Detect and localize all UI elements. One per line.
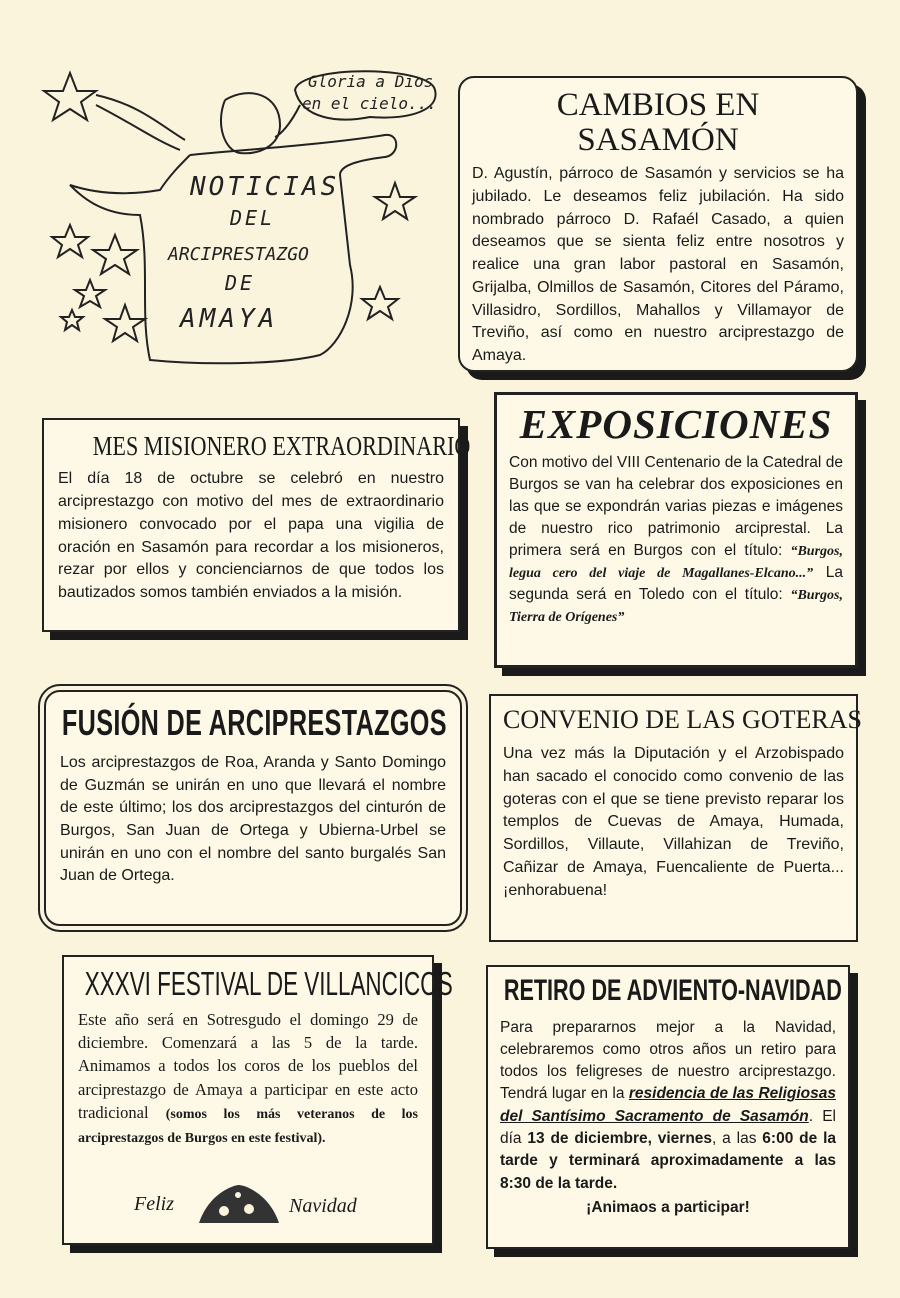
retiro-date: 13 de diciembre, viernes — [527, 1130, 713, 1148]
cambios-body: D. Agustín, párroco de Sasamón y servicios se ha jubilado. Le deseamos feliz jubilación. Ha sido nombrado párroco D. Rafaél Casado, a quien deseamos que se sienta feliz entre nosotros y realice una gran labor pastoral en Sasamón, Grijalba, Olmillos de Sasamón, Citores del Páramo, Villasidro, Sordillos, Mahallos y Villamayor de Treviño, así como en nuestro arciprestazgo de Amaya. — [472, 165, 844, 365]
star-icon — [61, 310, 83, 330]
mes-misionero-body: El día 18 de octubre se celebró en nuestro arciprestazgo con motivo del mes de extraordinario misionero convocado por el papa una vigilia de oración en Sasamón para recordar a los misioneros, rezar por ellos y concienciarnos de que todos los bautizados somos también enviados a la misión. — [58, 470, 444, 601]
star-icon — [52, 225, 88, 257]
festival-body — [78, 1008, 418, 1149]
star-icon — [75, 280, 105, 307]
festival-text: Este año será en Sotresgudo el domingo 29 de diciembre. Comenzará a las 5 de la tarde. Animamos a todos los coros de los pueblos del arciprestazgo de Amaya a participar en este acto tradicional — [78, 1009, 418, 1123]
retiro-title: RETIRO DE ADVIENTO-NAVIDAD — [503, 974, 842, 1007]
banner-amaya: AMAYA — [180, 304, 279, 334]
star-icon — [362, 287, 398, 319]
bubble-text-1: Gloria a Dios — [308, 72, 434, 91]
star-icon — [375, 183, 415, 219]
exposiciones-text-2: La segunda será en Toledo con el título: — [509, 564, 843, 604]
convenio-body: Una vez más la Diputación y el Arzobispado han sacado el conocido como convenio de las goteras con el que se tiene previsto reparar los templos de Cuevas de Amaya, Humada, Sordillos, Villaute, Villahizan de Treviño, Cañizar de Amaya, Fuencaliente de Puerta... ¡enhorabuena! — [503, 745, 844, 899]
banner-del: DEL — [230, 206, 276, 230]
star-icon — [93, 235, 137, 274]
banner-de: DE — [225, 271, 256, 295]
mes-misionero-box — [42, 418, 471, 632]
fusion-body: Los arciprestazgos de Roa, Aranda y Santo Domingo de Guzmán se unirán en uno que llevará el nombre de este último; los dos arciprestazgos del cinturón de Burgos, San Juan de Ortega y Ubierna-Urbel se unirán en uno con el nombre del santo burgalés San Juan de Ortega. — [60, 753, 446, 885]
cambios-title: CAMBIOS EN SASAMÓN — [556, 87, 760, 158]
fusion-title: FUSIÓN DE ARCIPRESTAZGOS — [61, 702, 447, 743]
star-icon — [105, 305, 145, 341]
retiro-box — [486, 965, 850, 1249]
retiro-closing: ¡Animaos a participar! — [586, 1199, 750, 1216]
retiro-mid2: , a las — [712, 1130, 763, 1148]
retiro-time: 6:00 de la tarde y terminará aproximadamente a las 8:30 de la tarde. — [500, 1130, 836, 1192]
retiro-place: residencia de las Religiosas del Santísimo Sacramento de Sasamón — [500, 1085, 836, 1125]
exposiciones-box — [494, 392, 858, 668]
exposiciones-text-1: Con motivo del VIII Centenario de la Catedral de Burgos se van ha celebrar dos exposiciones en las que se expondrán varias piezas e imágenes de nuestro rico patrimonio arciprestal. La primera será en Burgos con el título: — [509, 454, 843, 560]
nativity-icon — [194, 1183, 284, 1227]
exposiciones-quote-2: “Burgos, Tierra de Orígenes” — [509, 588, 843, 626]
star-icon — [44, 73, 96, 120]
navidad-text: Navidad — [289, 1195, 357, 1217]
cambios-box — [458, 76, 858, 372]
festival-box — [62, 955, 453, 1245]
retiro-body — [500, 1017, 836, 1196]
festival-note: (somos los más veteranos de los arciprestazgos de Burgos en este festival). — [78, 1107, 419, 1147]
bubble-text-2: en el cielo... — [302, 94, 437, 113]
fusion-box — [44, 690, 462, 926]
retiro-mid: . El día — [500, 1107, 836, 1148]
banner-noticias: NOTICIAS — [190, 172, 340, 202]
angel-drawing — [40, 65, 440, 385]
retiro-intro: Para prepararnos mejor a la Navidad, celebraremos como otros años un retiro para todos los feligreses de nuestro arciprestazgo. Tendrá lugar en la — [500, 1018, 836, 1103]
feliz-text: Feliz — [134, 1193, 174, 1215]
header-illustration — [40, 65, 440, 385]
feliz-navidad-graphic — [124, 1181, 364, 1231]
convenio-title: CONVENIO DE LAS GOTERAS — [503, 705, 862, 734]
exposiciones-quote-1: “Burgos, legua cero del viaje de Magallanes-Elcano...” — [509, 544, 843, 582]
exposiciones-title: EXPOSICIONES — [519, 401, 833, 447]
exposiciones-body — [509, 452, 843, 628]
convenio-box — [489, 694, 862, 942]
festival-title: XXXVI FESTIVAL DE VILLANCICOS — [84, 965, 453, 1002]
mes-misionero-title: MES MISIONERO EXTRAORDINARIO — [92, 431, 471, 461]
banner-arciprestazgo: ARCIPRESTAZGO — [168, 244, 309, 265]
